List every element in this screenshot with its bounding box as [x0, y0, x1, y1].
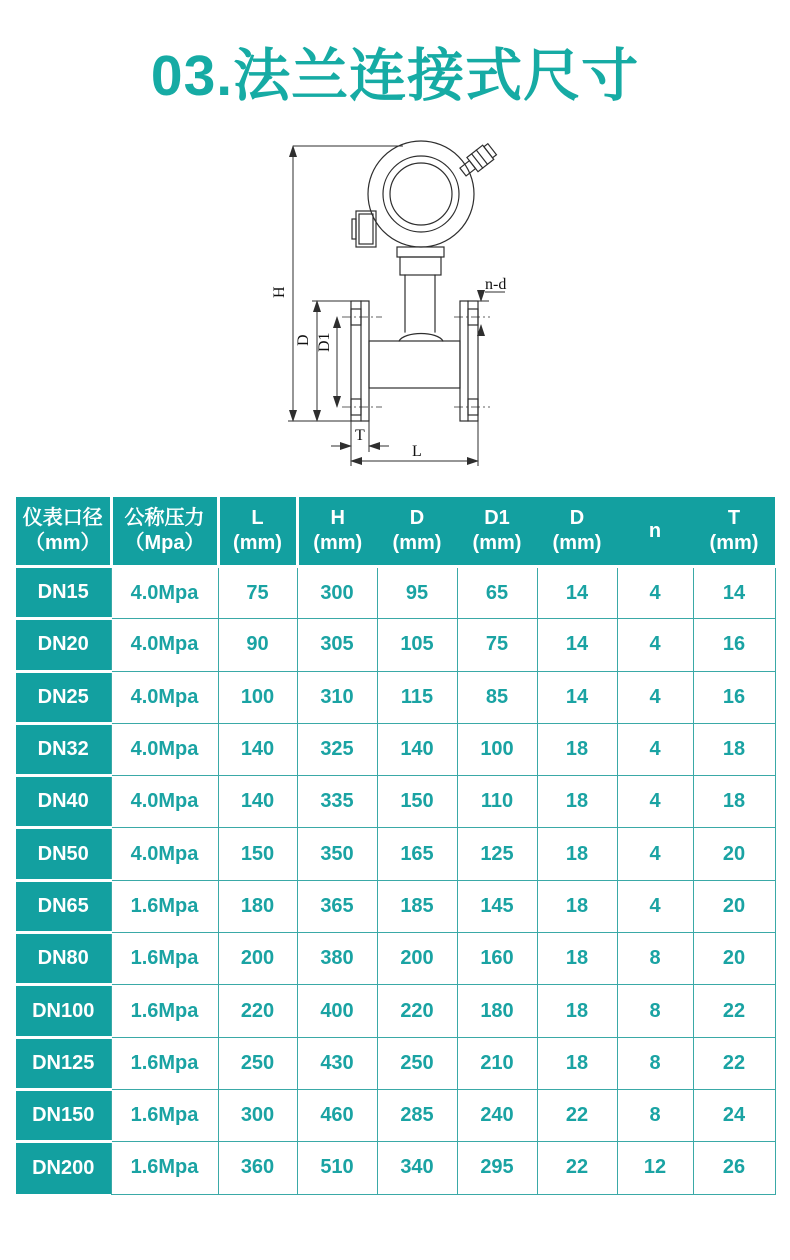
cable-gland-icon	[457, 142, 497, 179]
value-cell: 18	[537, 985, 617, 1037]
label-D: D	[295, 334, 312, 346]
value-cell: 100	[218, 671, 297, 723]
value-cell: 125	[457, 828, 537, 880]
table-row	[16, 828, 775, 880]
value-cell: 4.0Mpa	[111, 567, 218, 619]
row-header-cell: DN80	[16, 933, 111, 985]
row-header-cell: DN32	[16, 723, 111, 775]
value-cell: 8	[617, 933, 693, 985]
label-L: L	[412, 443, 422, 460]
value-cell: 285	[377, 1089, 457, 1141]
value-cell: 4.0Mpa	[111, 723, 218, 775]
table-row	[16, 880, 775, 932]
value-cell: 150	[377, 776, 457, 828]
table-row	[16, 933, 775, 985]
row-header-cell: DN15	[16, 567, 111, 619]
callout-n-d	[478, 276, 506, 335]
column-header: n	[617, 497, 693, 567]
value-cell: 20	[693, 880, 775, 932]
value-cell: 4	[617, 619, 693, 671]
value-cell: 14	[537, 619, 617, 671]
value-cell: 95	[377, 567, 457, 619]
page-title: 03.法兰连接式尺寸	[150, 44, 640, 108]
value-cell: 250	[377, 1037, 457, 1089]
value-cell: 105	[377, 619, 457, 671]
dimension-table-section	[16, 497, 775, 1195]
value-cell: 380	[297, 933, 377, 985]
value-cell: 75	[457, 619, 537, 671]
value-cell: 20	[693, 933, 775, 985]
value-cell: 1.6Mpa	[111, 1089, 218, 1141]
row-header-cell: DN20	[16, 619, 111, 671]
label-T: T	[355, 427, 365, 444]
column-header: D (mm)	[537, 497, 617, 567]
row-header-cell: DN200	[16, 1142, 111, 1194]
value-cell: 8	[617, 985, 693, 1037]
value-cell: 400	[297, 985, 377, 1037]
value-cell: 300	[297, 567, 377, 619]
value-cell: 8	[617, 1037, 693, 1089]
column-header: D1 (mm)	[457, 497, 537, 567]
value-cell: 1.6Mpa	[111, 933, 218, 985]
value-cell: 325	[297, 723, 377, 775]
table-row	[16, 776, 775, 828]
value-cell: 150	[218, 828, 297, 880]
value-cell: 18	[693, 776, 775, 828]
value-cell: 18	[537, 828, 617, 880]
value-cell: 4.0Mpa	[111, 671, 218, 723]
value-cell: 18	[537, 880, 617, 932]
value-cell: 4	[617, 723, 693, 775]
value-cell: 365	[297, 880, 377, 932]
dimension-table-body	[16, 567, 775, 1195]
dimension-L	[351, 421, 478, 466]
row-header-cell: DN65	[16, 880, 111, 932]
value-cell: 1.6Mpa	[111, 880, 218, 932]
value-cell: 14	[693, 567, 775, 619]
value-cell: 220	[218, 985, 297, 1037]
value-cell: 22	[537, 1142, 617, 1194]
table-row	[16, 985, 775, 1037]
table-row	[16, 1142, 775, 1194]
table-header-row	[16, 497, 775, 567]
value-cell: 85	[457, 671, 537, 723]
dimension-table	[16, 497, 776, 1195]
value-cell: 1.6Mpa	[111, 985, 218, 1037]
value-cell: 4.0Mpa	[111, 828, 218, 880]
column-header: 公称压力 （Mpa）	[111, 497, 218, 567]
value-cell: 1.6Mpa	[111, 1142, 218, 1194]
value-cell: 300	[218, 1089, 297, 1141]
value-cell: 360	[218, 1142, 297, 1194]
value-cell: 4	[617, 828, 693, 880]
value-cell: 140	[218, 723, 297, 775]
column-header: H (mm)	[297, 497, 377, 567]
value-cell: 210	[457, 1037, 537, 1089]
value-cell: 115	[377, 671, 457, 723]
flow-meter-dimension-diagram	[258, 128, 542, 492]
transmitter-head	[352, 141, 498, 341]
value-cell: 510	[297, 1142, 377, 1194]
value-cell: 185	[377, 880, 457, 932]
value-cell: 75	[218, 567, 297, 619]
value-cell: 140	[377, 723, 457, 775]
value-cell: 180	[218, 880, 297, 932]
row-header-cell: DN150	[16, 1089, 111, 1141]
table-row	[16, 1089, 775, 1141]
value-cell: 165	[377, 828, 457, 880]
table-row	[16, 671, 775, 723]
value-cell: 16	[693, 619, 775, 671]
value-cell: 430	[297, 1037, 377, 1089]
value-cell: 65	[457, 567, 537, 619]
label-n-d: n-d	[485, 276, 507, 293]
value-cell: 100	[457, 723, 537, 775]
value-cell: 8	[617, 1089, 693, 1141]
value-cell: 340	[377, 1142, 457, 1194]
value-cell: 160	[457, 933, 537, 985]
column-header: T (mm)	[693, 497, 775, 567]
value-cell: 310	[297, 671, 377, 723]
value-cell: 180	[457, 985, 537, 1037]
value-cell: 295	[457, 1142, 537, 1194]
value-cell: 220	[377, 985, 457, 1037]
value-cell: 110	[457, 776, 537, 828]
value-cell: 140	[218, 776, 297, 828]
pipe-body	[342, 301, 490, 421]
value-cell: 14	[537, 671, 617, 723]
value-cell: 18	[537, 723, 617, 775]
value-cell: 14	[537, 567, 617, 619]
column-header: 仪表口径 （mm）	[16, 497, 111, 567]
value-cell: 240	[457, 1089, 537, 1141]
value-cell: 90	[218, 619, 297, 671]
value-cell: 26	[693, 1142, 775, 1194]
value-cell: 20	[693, 828, 775, 880]
value-cell: 1.6Mpa	[111, 1037, 218, 1089]
value-cell: 22	[693, 1037, 775, 1089]
table-row	[16, 619, 775, 671]
value-cell: 200	[218, 933, 297, 985]
value-cell: 4.0Mpa	[111, 619, 218, 671]
value-cell: 16	[693, 671, 775, 723]
value-cell: 18	[537, 1037, 617, 1089]
value-cell: 18	[537, 933, 617, 985]
dimension-D1	[316, 317, 337, 407]
row-header-cell: DN25	[16, 671, 111, 723]
row-header-cell: DN40	[16, 776, 111, 828]
value-cell: 145	[457, 880, 537, 932]
value-cell: 4	[617, 671, 693, 723]
value-cell: 4.0Mpa	[111, 776, 218, 828]
value-cell: 460	[297, 1089, 377, 1141]
dimension-D	[295, 301, 351, 421]
row-header-cell: DN50	[16, 828, 111, 880]
table-row	[16, 567, 775, 619]
value-cell: 22	[693, 985, 775, 1037]
value-cell: 18	[537, 776, 617, 828]
table-row	[16, 723, 775, 775]
table-row	[16, 1037, 775, 1089]
value-cell: 305	[297, 619, 377, 671]
value-cell: 12	[617, 1142, 693, 1194]
value-cell: 22	[537, 1089, 617, 1141]
value-cell: 200	[377, 933, 457, 985]
row-header-cell: DN100	[16, 985, 111, 1037]
dimension-T	[331, 421, 389, 452]
row-header-cell: DN125	[16, 1037, 111, 1089]
column-header: D (mm)	[377, 497, 457, 567]
value-cell: 18	[693, 723, 775, 775]
value-cell: 250	[218, 1037, 297, 1089]
label-H: H	[271, 286, 288, 298]
column-header: L (mm)	[218, 497, 297, 567]
value-cell: 4	[617, 776, 693, 828]
value-cell: 350	[297, 828, 377, 880]
value-cell: 4	[617, 567, 693, 619]
value-cell: 24	[693, 1089, 775, 1141]
value-cell: 335	[297, 776, 377, 828]
value-cell: 4	[617, 880, 693, 932]
label-D1: D1	[316, 332, 333, 352]
